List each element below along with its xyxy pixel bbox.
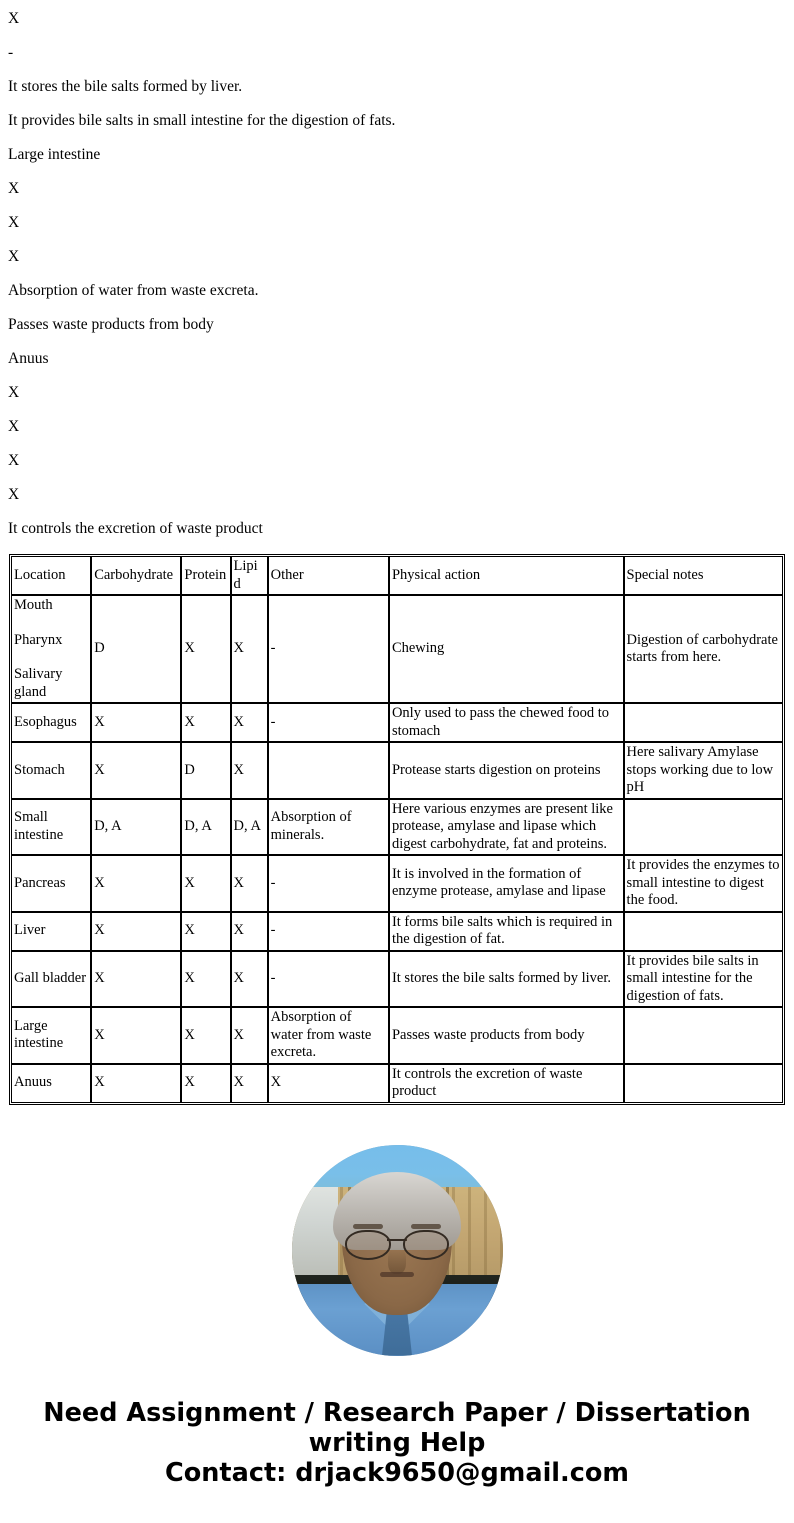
cell-special-notes [624,703,783,742]
intro-paragraph: It controls the excretion of waste product [8,520,263,537]
column-header-special-notes: Special notes [624,556,783,595]
avatar-container [0,1145,794,1356]
cell-physical-action: Protease starts digestion on proteins [389,742,624,799]
cell-lipid: D, A [231,799,268,856]
intro-paragraph: It stores the bile salts formed by liver. [8,78,243,95]
cell-other: X [268,1064,389,1103]
photo-background-wall-left [292,1187,338,1282]
cell-lipid: X [231,855,268,912]
cell-other: Absorption of minerals. [268,799,389,856]
cell-physical-action: Passes waste products from body [389,1007,624,1064]
cell-other: Absorption of water from waste excreta. [268,1007,389,1064]
cell-carbohydrate: X [91,912,181,951]
table-row [11,855,783,912]
intro-paragraph: X [8,248,20,265]
table-header-row [11,556,783,595]
cell-other [268,742,389,799]
cell-lipid: X [231,742,268,799]
cell-location: Large intestine [11,1007,91,1064]
cell-special-notes [624,1007,783,1064]
cell-location: Anuus [11,1064,91,1103]
photo-eyebrow-left [353,1224,383,1229]
table-body [11,595,783,1103]
promo-headline: Need Assignment / Research Paper / Dissertation writing Help [43,1397,751,1458]
cell-carbohydrate: D, A [91,799,181,856]
cell-carbohydrate: X [91,703,181,742]
cell-location: Gall bladder [11,951,91,1008]
intro-paragraph: X [8,180,20,197]
photo-eyebrow-right [411,1224,441,1229]
table-row [11,912,783,951]
cell-location: Stomach [11,742,91,799]
intro-paragraph: X [8,214,20,231]
intro-paragraph: X [8,418,20,435]
intro-paragraph: X [8,452,20,469]
intro-paragraph: X [8,486,20,503]
cell-carbohydrate: X [91,1064,181,1103]
intro-paragraph: Absorption of water from waste excreta. [8,282,259,299]
cell-protein: X [181,912,230,951]
cell-protein: X [181,951,230,1008]
location-part: Pharynx [14,631,63,648]
column-header-protein: Protein [181,556,230,595]
table-row [11,799,783,856]
cell-protein: X [181,855,230,912]
cell-special-notes [624,912,783,951]
photo-lens-right [403,1230,449,1260]
cell-lipid: X [231,1064,268,1103]
cell-special-notes [624,799,783,856]
column-header-physical-action: Physical action [389,556,624,595]
intro-paragraph: X [8,10,20,27]
cell-other: - [268,951,389,1008]
cell-special-notes: Here salivary Amylase stops working due to low pH [624,742,783,799]
cell-protein: D, A [181,799,230,856]
cell-location: Esophagus [11,703,91,742]
cell-lipid: X [231,1007,268,1064]
cell-other: - [268,855,389,912]
cell-physical-action: Here various enzymes are present like protease, amylase and lipase which digest carbohydrate, fat and proteins. [389,799,624,856]
cell-location: Small intestine [11,799,91,856]
table-row [11,742,783,799]
cell-other: - [268,703,389,742]
table-row [11,1007,783,1064]
promo-footer [0,1398,794,1488]
cell-protein: X [181,595,230,703]
table-row [11,951,783,1008]
intro-paragraph: X [8,384,20,401]
table-row [11,1064,783,1103]
cell-protein: X [181,1007,230,1064]
cell-carbohydrate: X [91,855,181,912]
avatar [292,1145,503,1356]
cell-location: Pancreas [11,855,91,912]
table-header [11,556,783,595]
cell-lipid: X [231,703,268,742]
cell-other: - [268,912,389,951]
location-part: Mouth [14,597,53,613]
table-row [11,595,783,703]
cell-physical-action: Chewing [389,595,624,703]
cell-physical-action: It is involved in the formation of enzyme protease, amylase and lipase [389,855,624,912]
cell-lipid: X [231,912,268,951]
intro-paragraph-list [0,0,794,537]
digestion-table [9,554,785,1105]
cell-special-notes: Digestion of carbohydrate starts from here. [624,595,783,703]
cell-special-notes [624,1064,783,1103]
cell-carbohydrate: D [91,595,181,703]
cell-protein: D [181,742,230,799]
column-header-location: Location [11,556,91,595]
photo-nose [388,1248,406,1274]
photo-mouth [380,1272,414,1277]
intro-paragraph: Anuus [8,350,49,367]
location-part: Salivary gland [14,666,63,700]
cell-physical-action: It forms bile salts which is required in the digestion of fat. [389,912,624,951]
digestion-table-container [0,554,794,1105]
cell-physical-action: It controls the excretion of waste product [389,1064,624,1103]
cell-physical-action: Only used to pass the chewed food to stomach [389,703,624,742]
cell-other: - [268,595,389,703]
column-header-carbohydrate: Carbohydrate [91,556,181,595]
cell-carbohydrate: X [91,742,181,799]
cell-special-notes: It provides bile salts in small intestine for the digestion of fats. [624,951,783,1008]
cell-location: Liver [11,912,91,951]
intro-paragraph: Large intestine [8,146,101,163]
cell-protein: X [181,1064,230,1103]
photo-lens-left [345,1230,391,1260]
table-row [11,703,783,742]
cell-carbohydrate: X [91,1007,181,1064]
cell-lipid: X [231,951,268,1008]
cell-physical-action: It stores the bile salts formed by liver. [389,951,624,1008]
column-header-lipid: Lipid [231,556,268,595]
cell-carbohydrate: X [91,951,181,1008]
intro-paragraph: It provides bile salts in small intestine for the digestion of fats. [8,112,396,129]
column-header-other: Other [268,556,389,595]
promo-contact: Contact: drjack9650@gmail.com [165,1457,629,1488]
cell-protein: X [181,703,230,742]
cell-special-notes: It provides the enzymes to small intestine to digest the food. [624,855,783,912]
intro-paragraph: - [8,44,14,61]
intro-paragraph: Passes waste products from body [8,316,214,333]
cell-lipid: X [231,595,268,703]
cell-location [11,595,91,703]
